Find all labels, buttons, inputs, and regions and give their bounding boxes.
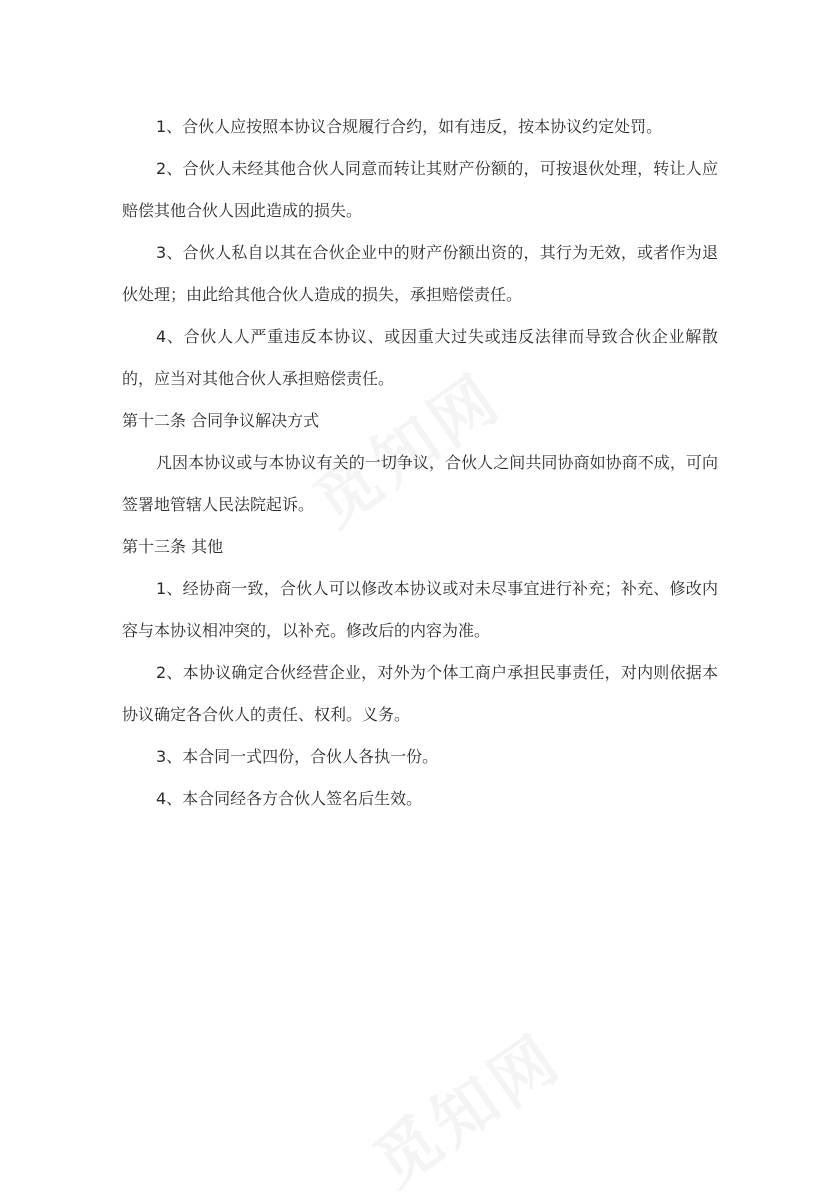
clause-paragraph: 4、本合同经各方合伙人签名后生效。 bbox=[156, 789, 423, 808]
clause-paragraph: 3、合伙人私自以其在合伙企业中的财产份额出资的，其行为无效，或者作为退伙处理；由此给其他合伙人造成的损失，承担赔偿责任。 bbox=[122, 243, 718, 304]
article-heading: 第十二条 合同争议解决方式 bbox=[122, 411, 320, 430]
watermark bbox=[353, 1008, 578, 1204]
clause-paragraph: 凡因本协议或与本协议有关的一切争议，合伙人之间共同协商如协商不成，可向签署地管辖人民法院起诉。 bbox=[122, 453, 718, 514]
clause-paragraph: 4、合伙人人严重违反本协议、或因重大过失或违反法律而导致合伙企业解散的，应当对其他合伙人承担赔偿责任。 bbox=[122, 327, 718, 388]
clause-paragraph: 1、合伙人应按照本协议合规履行合约，如有违反，按本协议约定处罚。 bbox=[156, 117, 663, 136]
article-heading: 第十三条 其他 bbox=[122, 537, 224, 556]
clause-paragraph: 1、经协商一致，合伙人可以修改本协议或对未尽事宜进行补充；补充、修改内容与本协议相冲突的，以补充。修改后的内容为准。 bbox=[122, 579, 718, 640]
clause-paragraph: 3、本合同一式四份，合伙人各执一份。 bbox=[156, 747, 439, 766]
document-body bbox=[122, 106, 718, 820]
clause-paragraph: 2、本协议确定合伙经营企业，对外为个体工商户承担民事责任，对内则依据本协议确定各合伙人的责任、权利。义务。 bbox=[122, 663, 718, 724]
clause-paragraph: 2、合伙人未经其他合伙人同意而转让其财产份额的，可按退伙处理，转让人应赔偿其他合伙人因此造成的损失。 bbox=[122, 159, 718, 220]
